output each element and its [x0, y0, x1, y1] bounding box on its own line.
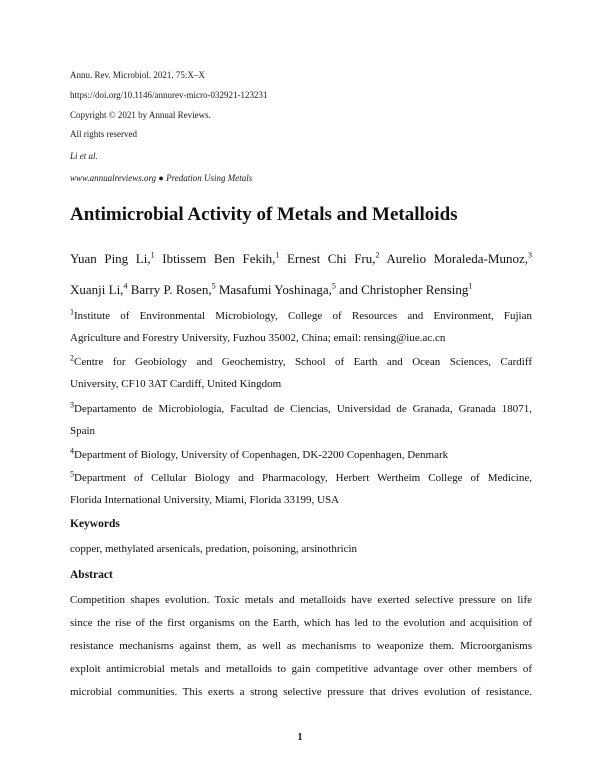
affiliation-text: Agriculture and Forestry University, Fuzhou 35002, China; email: rensing@iue.ac.cn — [70, 332, 446, 344]
author-affiliation-sup: 5 — [211, 281, 216, 291]
affiliation-sup: 1 — [70, 307, 74, 317]
author-name: Ibtissem Ben Fekih, — [162, 251, 276, 266]
author-name: Xuanji Li, — [70, 282, 124, 297]
affiliation-1 — [70, 309, 532, 345]
abstract-line: microbial communities. This exerts a strong selective pressure that drives evolution of resistance. — [70, 686, 532, 698]
author-affiliation-sup: 4 — [123, 281, 128, 291]
abstract-line: since the rise of the first organisms on the Earth, which has led to the evolution and acquisition of — [70, 617, 532, 629]
abstract-line: resistance mechanisms against them, as well as mechanisms to weaponize them. Microorganisms — [70, 640, 532, 652]
author-name: Aurelio Moraleda-Munoz, — [386, 251, 528, 266]
author-affiliation-sup: 5 — [331, 281, 336, 291]
author-name: Barry P. Rosen, — [130, 282, 212, 297]
affiliation-4 — [70, 448, 532, 462]
affiliation-sup: 2 — [70, 353, 74, 363]
running-author: Li et al. — [70, 151, 98, 161]
affiliation-text: University, CF10 3AT Cardiff, United Kingdom — [70, 378, 282, 390]
abstract-heading: Abstract — [70, 569, 113, 581]
doi-link[interactable]: https://doi.org/10.1146/annurev-micro-032921-123231 — [70, 90, 268, 100]
keywords-heading: Keywords — [70, 518, 120, 530]
journal-citation: Annu. Rev. Microbiol. 2021. 75:X–X — [70, 70, 205, 80]
author-name: and Christopher Rensing — [339, 282, 469, 297]
author-affiliation-sup: 1 — [150, 250, 155, 260]
paper-title: Antimicrobial Activity of Metals and Metalloids — [70, 204, 458, 225]
abstract-line: exploit antimicrobial metals and metalloids to gain competitive advantage over other members of — [70, 663, 532, 675]
affiliation-text: Spain — [70, 425, 96, 437]
affiliation-text: Departamento de Microbiología, Facultad de Ciencias, Universidad de Granada, Granada 18071, — [74, 403, 532, 415]
author-name: Yuan Ping Li, — [70, 251, 151, 266]
running-title: www.annualreviews.org ● Predation Using Metals — [70, 173, 253, 183]
affiliation-text: Department of Cellular Biology and Pharmacology, Herbert Wertheim College of Medicine, — [74, 472, 532, 484]
page-number: 1 — [297, 732, 303, 743]
author-name: Masafumi Yoshinaga, — [218, 282, 332, 297]
author-name: Ernest Chi Fru, — [286, 251, 376, 266]
rights-line: All rights reserved — [70, 129, 137, 139]
author-affiliation-sup: 3 — [527, 250, 532, 260]
affiliation-sup: 4 — [70, 446, 74, 456]
abstract-line: Competition shapes evolution. Toxic metals and metalloids have exerted selective pressure on life — [70, 594, 532, 606]
affiliation-3 — [70, 402, 532, 438]
affiliation-sup: 5 — [70, 469, 74, 479]
author-affiliation-sup: 2 — [375, 250, 380, 260]
author-line-2 — [70, 282, 500, 298]
author-affiliation-sup: 1 — [468, 281, 473, 291]
author-line-1 — [70, 251, 532, 267]
author-affiliation-sup: 1 — [275, 250, 280, 260]
affiliation-text: Centre for Geobiology and Geochemistry, School of Earth and Ocean Sciences, Cardiff — [74, 356, 532, 368]
affiliation-sup: 3 — [70, 400, 74, 410]
copyright-line: Copyright © 2021 by Annual Reviews. — [70, 110, 211, 120]
affiliation-text: Institute of Environmental Microbiology, College of Resources and Environment, Fujian — [74, 310, 532, 322]
keywords-list: copper, methylated arsenicals, predation, poisoning, arsinothricin — [70, 543, 358, 555]
affiliation-text: Department of Biology, University of Copenhagen, DK-2200 Copenhagen, Denmark — [74, 449, 449, 461]
affiliation-5 — [70, 471, 532, 507]
affiliation-text: Florida International University, Miami, Florida 33199, USA — [70, 494, 340, 506]
affiliation-2 — [70, 355, 532, 391]
